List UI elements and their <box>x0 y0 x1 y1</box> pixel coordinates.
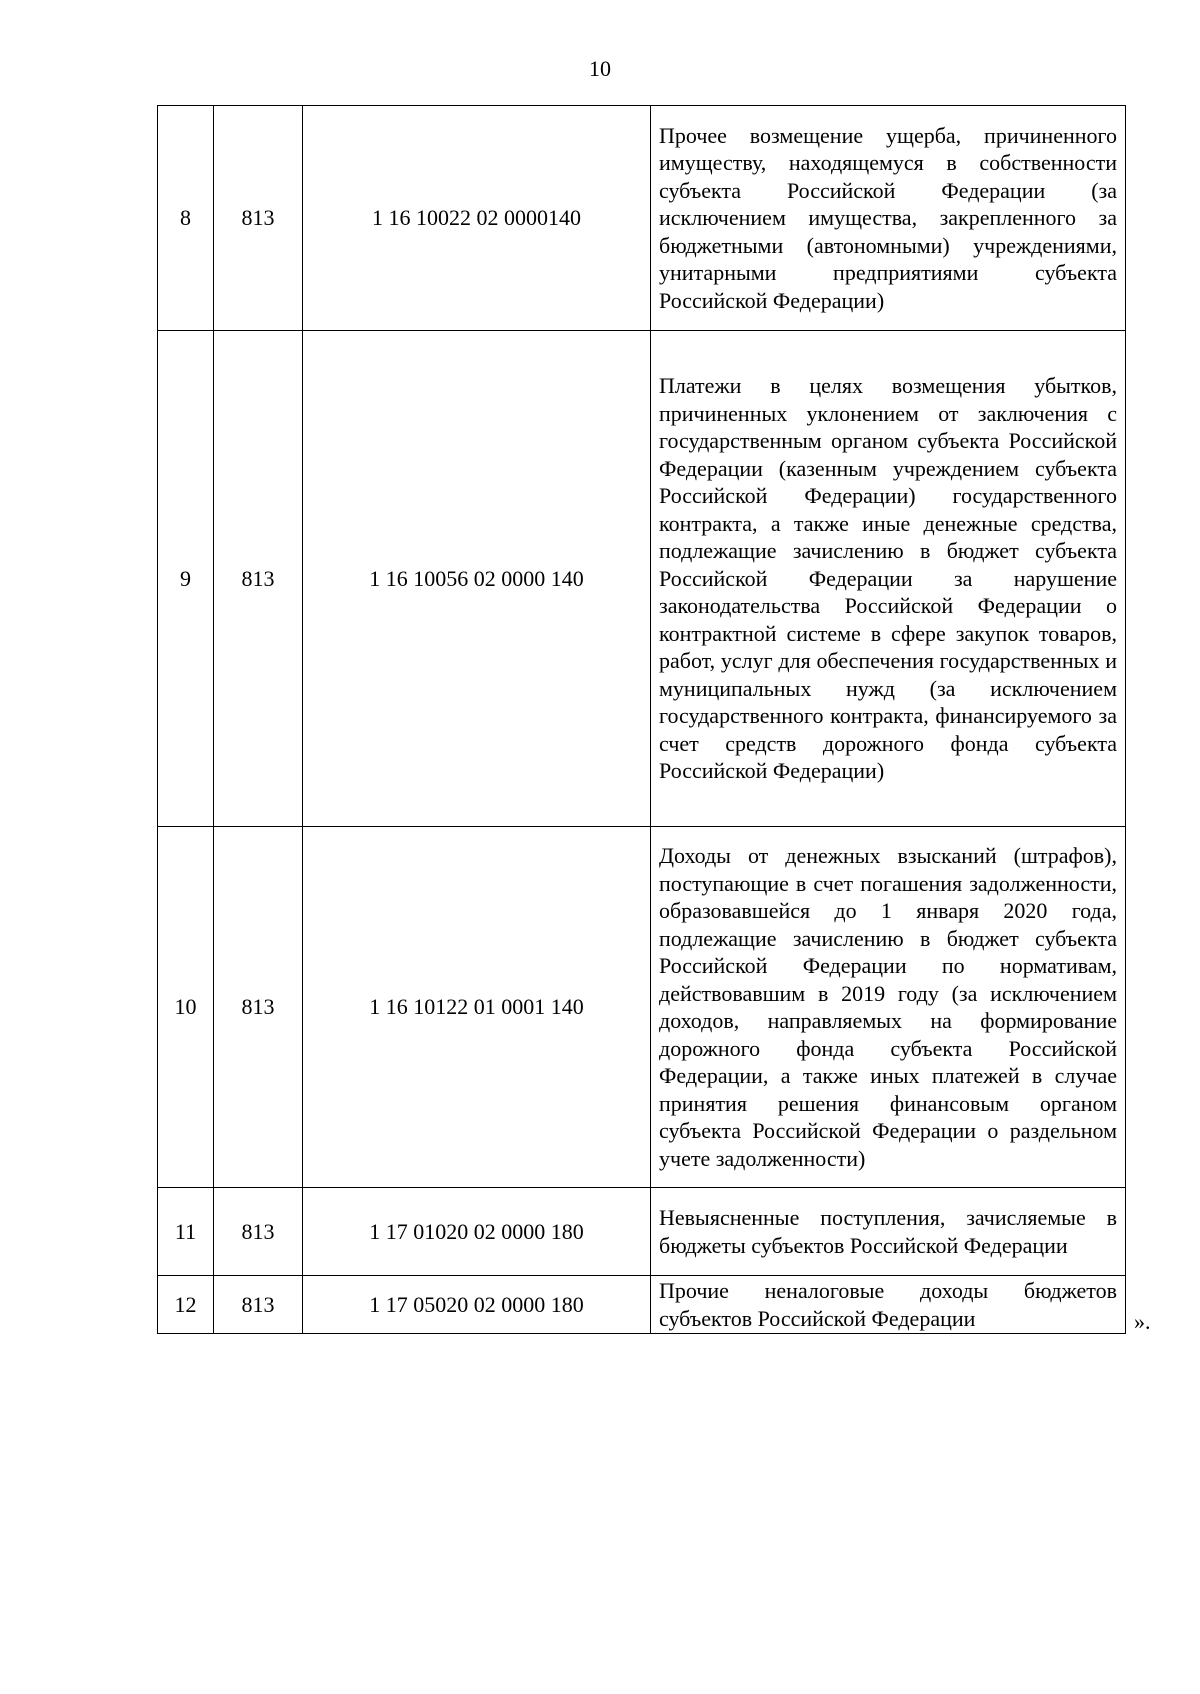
page-number: 10 <box>589 56 611 81</box>
budget-classification-code: 1 17 01020 02 0000 180 <box>303 1188 651 1276</box>
admin-code: 813 <box>214 1188 303 1276</box>
budget-classification-code: 1 16 10122 01 0001 140 <box>303 827 651 1188</box>
table-row <box>158 1276 1126 1334</box>
admin-code: 813 <box>214 106 303 331</box>
revenue-description: Доходы от денежных взысканий (штрафов), поступающие в счет погашения задолженности, образовавшейся до 1 января 2020 года, подлежащие зачислению в бюджет субъекта Российской Федерации по нормативам, действовавшим в 2019 году (за исключением доходов, направляемых на формирование дорожного фонда субъекта Российской Федерации, а также иных платежей в случае принятия решения финансовым органом субъекта Российской Федерации о раздельном учете задолженности) <box>651 827 1126 1188</box>
admin-code: 813 <box>214 1276 303 1334</box>
row-number: 12 <box>158 1276 214 1334</box>
row-number: 8 <box>158 106 214 331</box>
closing-quote-mark: ». <box>1134 1309 1151 1334</box>
revenue-description: Невыясненные поступления, зачисляемые в бюджеты субъектов Российской Федерации <box>651 1188 1126 1276</box>
row-number: 11 <box>158 1188 214 1276</box>
revenue-description: Платежи в целях возмещения убытков, причиненных уклонением от заключения с государственным органом субъекта Российской Федерации (казенным учреждением субъекта Российской Федерации) государственного контракта, а также иные денежные средства, подлежащие зачислению в бюджет субъекта Российской Федерации за нарушение законодательства Российской Федерации о контрактной системе в сфере закупок товаров, работ, услуг для обеспечения государственных и муниципальных нужд (за исключением государственного контракта, финансируемого за счет средств дорожного фонда субъекта Российской Федерации) <box>651 331 1126 827</box>
table-row <box>158 331 1126 827</box>
revenue-description: Прочие неналоговые доходы бюджетов субъектов Российской Федерации <box>651 1276 1126 1334</box>
admin-code: 813 <box>214 331 303 827</box>
budget-classification-code: 1 17 05020 02 0000 180 <box>303 1276 651 1334</box>
table-row <box>158 827 1126 1188</box>
table-row <box>158 1188 1126 1276</box>
budget-classification-code: 1 16 10022 02 0000140 <box>303 106 651 331</box>
budget-classification-code: 1 16 10056 02 0000 140 <box>303 331 651 827</box>
row-number: 9 <box>158 331 214 827</box>
revenue-codes-table <box>157 105 1126 1334</box>
row-number: 10 <box>158 827 214 1188</box>
admin-code: 813 <box>214 827 303 1188</box>
revenue-description: Прочее возмещение ущерба, причиненного имуществу, находящемуся в собственности субъекта Российской Федерации (за исключением имущества, закрепленного за бюджетными (автономными) учреждениями, унитарными предприятиями субъекта Российской Федерации) <box>651 106 1126 331</box>
table-row <box>158 106 1126 331</box>
